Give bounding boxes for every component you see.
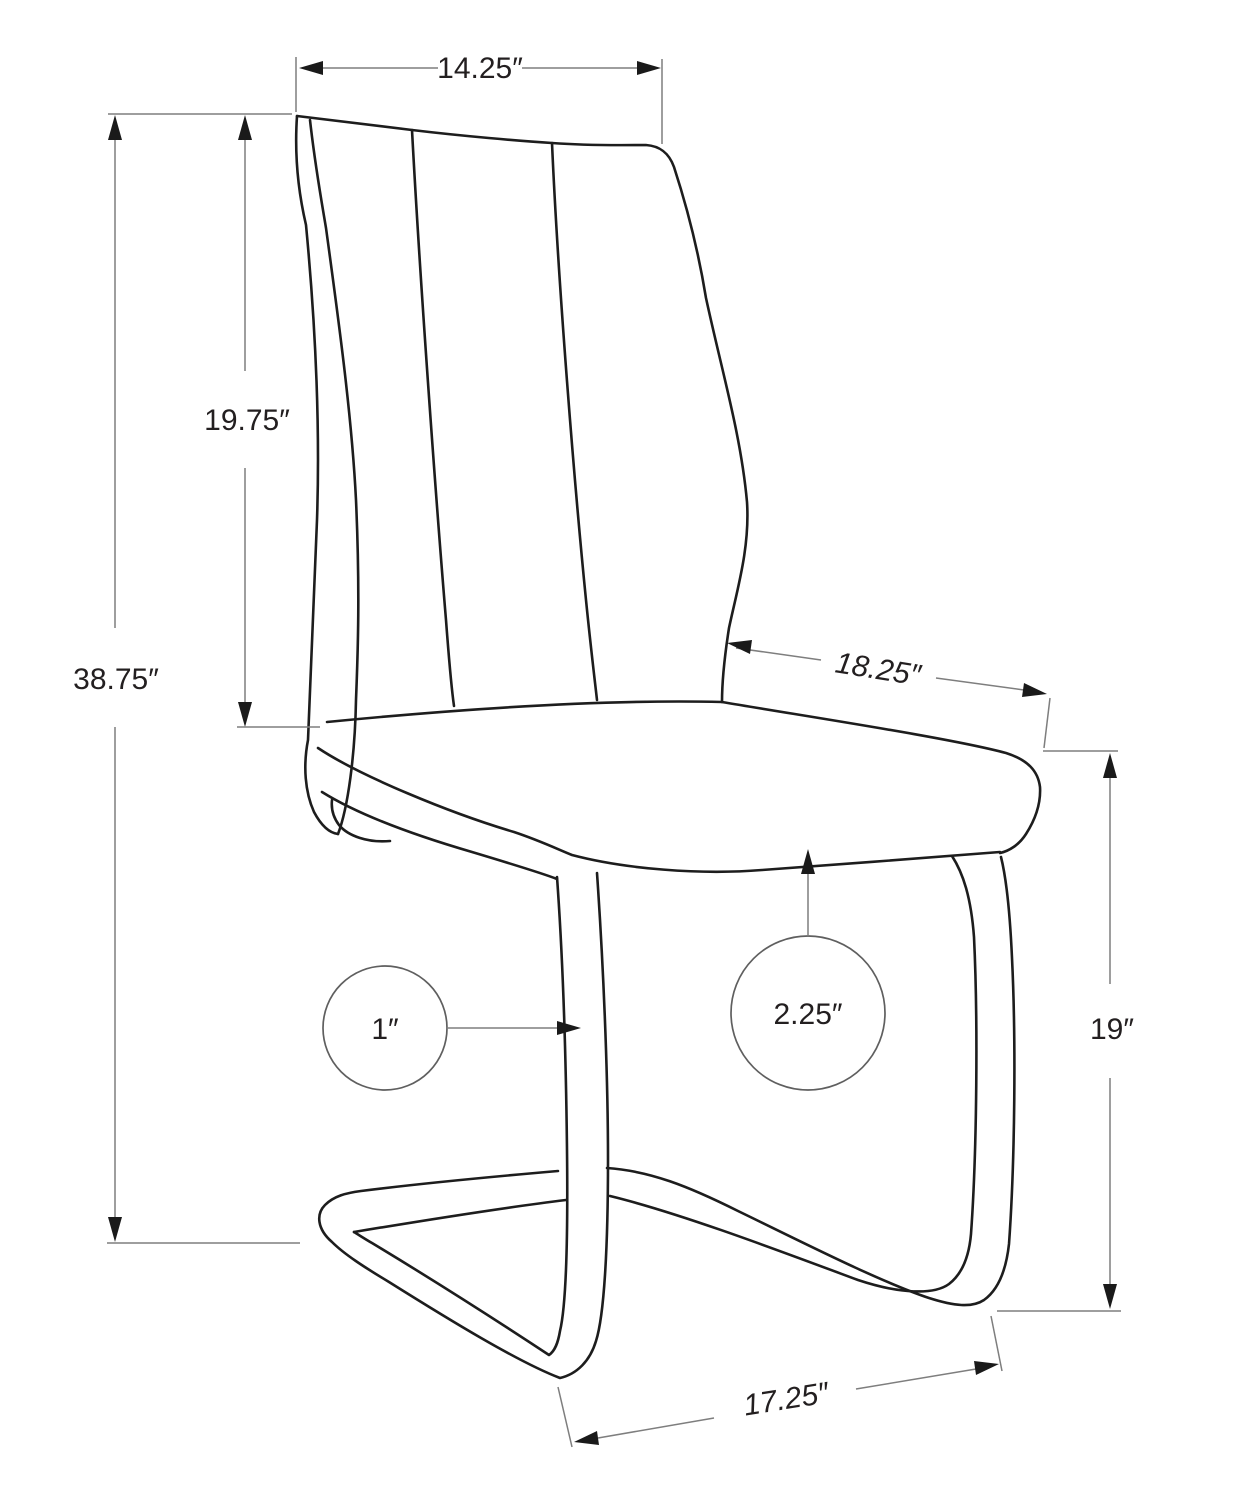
- arrowhead-down: [238, 702, 252, 727]
- arrowhead-right: [1022, 683, 1047, 697]
- dim-label-seat-depth: 18.25″: [833, 646, 923, 693]
- backrest-seam-right: [552, 143, 597, 700]
- dimension-overall-height: [73, 115, 300, 1243]
- dimension-annotations: [73, 52, 1134, 1447]
- front-leg-inner-edge: [354, 877, 567, 1355]
- arrowhead-left: [727, 640, 752, 654]
- dim-label-seat-height: 19″: [1090, 1013, 1134, 1046]
- dim-label-back-width: 14.25″: [437, 52, 523, 85]
- dim-label-back-height: 19.75″: [204, 404, 290, 437]
- chair-drawing: [296, 116, 1040, 1378]
- dim-label-seat-thickness: 2.25″: [773, 998, 843, 1031]
- seat-top-edge: [327, 702, 1040, 853]
- arrowhead-up: [108, 115, 122, 140]
- callout-frame-tube: [323, 966, 581, 1090]
- seat-underside-edge: [318, 748, 1000, 872]
- arrowhead-up: [1103, 753, 1117, 778]
- arrowhead-left: [574, 1431, 599, 1445]
- extension-tick-right: [991, 1316, 1002, 1371]
- extension-tick-left: [558, 1387, 572, 1447]
- callout-seat-thickness: [731, 849, 885, 1090]
- arrowhead-right: [637, 61, 661, 75]
- dim-label-base-depth: 17.25″: [741, 1376, 831, 1423]
- arrowhead-right: [557, 1021, 581, 1035]
- arrowhead-down: [1103, 1284, 1117, 1309]
- dimension-seat-depth: [727, 640, 1050, 748]
- base-rear-rail-outer-and-rear-leg: [607, 857, 1014, 1305]
- backrest-seam-left: [412, 130, 454, 706]
- dimension-back-width: [296, 52, 662, 144]
- arrowhead-left: [299, 61, 323, 75]
- dimension-base-depth: [558, 1316, 1002, 1447]
- arrowhead-down: [108, 1217, 122, 1242]
- base-inner-top-rail: [354, 1200, 566, 1232]
- arrowhead-right: [974, 1361, 999, 1375]
- base-rear-rail-inner-and-rear-leg: [610, 856, 976, 1291]
- arrowhead-up: [238, 115, 252, 140]
- dimension-seat-height: [997, 751, 1134, 1311]
- arrowhead-up: [801, 849, 815, 874]
- dim-label-frame-tube: 1″: [371, 1013, 399, 1046]
- extension-tick-right: [1044, 698, 1050, 748]
- backrest-top-right-edge: [297, 116, 747, 702]
- dim-label-overall-height: 38.75″: [73, 663, 159, 696]
